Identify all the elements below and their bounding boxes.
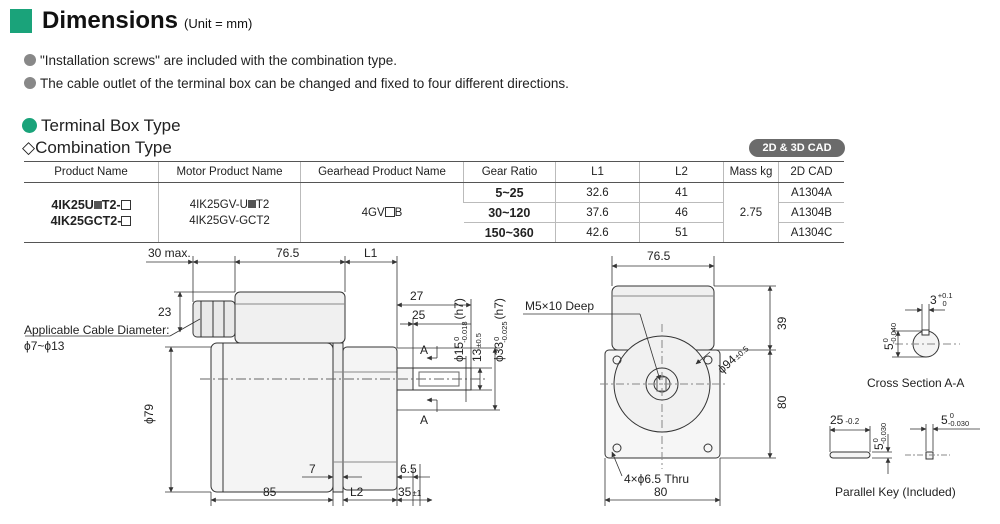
- cad-cell[interactable]: A1304B: [779, 203, 845, 223]
- dim-23: 23: [158, 305, 172, 319]
- dim-25: 25: [412, 308, 426, 322]
- cs-dim-3: $3^{+0.1}$ 0: [930, 291, 953, 308]
- placeholder-filled-square-icon: [94, 201, 102, 209]
- parallel-key-label: Parallel Key (Included): [835, 485, 956, 499]
- section-title: Terminal Box Type: [22, 116, 181, 136]
- front-view: [600, 286, 725, 469]
- table-row: [24, 183, 844, 203]
- dimension-drawing: [0, 244, 1000, 524]
- dim-phi33: $\phi 33^0-0.025(h7)$: [492, 298, 509, 362]
- placeholder-filled-square-icon: [248, 200, 256, 208]
- dim-13: 13±0.5: [470, 333, 484, 362]
- col-header: Mass kg: [724, 162, 779, 183]
- front-dim-76-5: 76.5: [647, 249, 671, 263]
- l1-cell: 32.6: [556, 183, 640, 203]
- l2-cell: 51: [640, 223, 724, 243]
- l1-cell: 37.6: [556, 203, 640, 223]
- cross-section-view: [895, 330, 960, 357]
- front-dim-phi94: ϕ94±0.5: [714, 344, 751, 377]
- m5-label: M5×10 Deep: [525, 299, 595, 313]
- gear-ratio-cell: 30~120: [464, 203, 556, 223]
- dim-27: 27: [410, 289, 424, 303]
- section-a-top: A: [420, 343, 429, 357]
- gearhead-name-cell: 4GV B: [301, 183, 464, 243]
- bullet-icon: [24, 54, 36, 66]
- title-marker: [10, 9, 32, 33]
- placeholder-empty-square-icon: [121, 216, 131, 226]
- dim-6-5: 6.5: [400, 462, 417, 476]
- unit-label: (Unit = mm): [184, 16, 253, 31]
- dim-phi15: $\phi 15^0-0.018(h7)$: [452, 298, 469, 362]
- col-header: Product Name: [24, 162, 159, 183]
- key-dim-5-horizontal: 5 $^0$ -0.030: [941, 411, 970, 428]
- cad-badge[interactable]: 2D & 3D CAD: [749, 139, 845, 157]
- holes-label: 4×ϕ6.5 Thru: [624, 472, 690, 486]
- l2-cell: 41: [640, 183, 724, 203]
- key-dim-25: 25 -0.2: [830, 413, 860, 427]
- section-dot-icon: [22, 118, 37, 133]
- l1-cell: 42.6: [556, 223, 640, 243]
- gear-ratio-cell: 150~360: [464, 223, 556, 243]
- placeholder-empty-square-icon: [385, 207, 395, 217]
- section-a-bottom: A: [420, 413, 429, 427]
- spec-table: [24, 161, 844, 243]
- col-header: L1: [556, 162, 640, 183]
- product-name-cell: 4IK25U T2- 4IK25GCT2-: [24, 183, 159, 243]
- dim-L2: L2: [350, 485, 364, 499]
- dim-30max: 30 max.: [148, 246, 191, 260]
- dim-76-5: 76.5: [276, 246, 300, 260]
- placeholder-empty-square-icon: [121, 200, 131, 210]
- note-item: "Installation screws" are included with the combination type.: [24, 53, 397, 68]
- l2-cell: 46: [640, 203, 724, 223]
- side-view: [193, 292, 485, 492]
- col-header: L2: [640, 162, 724, 183]
- dim-85: 85: [263, 485, 277, 499]
- dim-phi79: ϕ79: [142, 403, 156, 424]
- key-dim-5-vertical: $5^0-0.030$: [871, 422, 888, 450]
- cs-dim-5: $5^0-0.040$: [881, 322, 898, 350]
- cable-diameter-range: ϕ7~ϕ13: [24, 339, 65, 353]
- dim-7: 7: [309, 462, 316, 476]
- front-dim-80-vertical: 80: [775, 395, 789, 409]
- dim-L1: L1: [364, 246, 378, 260]
- col-header: 2D CAD: [779, 162, 845, 183]
- cad-cell[interactable]: A1304A: [779, 183, 845, 203]
- note-item: The cable outlet of the terminal box can be changed and fixed to four different directions.: [24, 76, 569, 91]
- col-header: Gear Ratio: [464, 162, 556, 183]
- front-dim-80-horizontal: 80: [654, 485, 668, 499]
- dim-35: 35±1: [398, 485, 422, 499]
- page-title: Dimensions (Unit = mm): [42, 7, 253, 34]
- cross-section-label: Cross Section A-A: [867, 376, 965, 390]
- front-dim-39: 39: [775, 316, 789, 330]
- col-header: Motor Product Name: [159, 162, 301, 183]
- cad-cell[interactable]: A1304C: [779, 223, 845, 243]
- mass-cell: 2.75: [724, 183, 779, 243]
- motor-name-cell: 4IK25GV-U T2 4IK25GV-GCT2: [159, 183, 301, 243]
- col-header: Gearhead Product Name: [301, 162, 464, 183]
- bullet-icon: [24, 77, 36, 89]
- subsection-title: ◇Combination Type: [22, 138, 172, 157]
- gear-ratio-cell: 5~25: [464, 183, 556, 203]
- cable-diameter-label: Applicable Cable Diameter:: [24, 323, 170, 337]
- table-header-row: [24, 162, 844, 183]
